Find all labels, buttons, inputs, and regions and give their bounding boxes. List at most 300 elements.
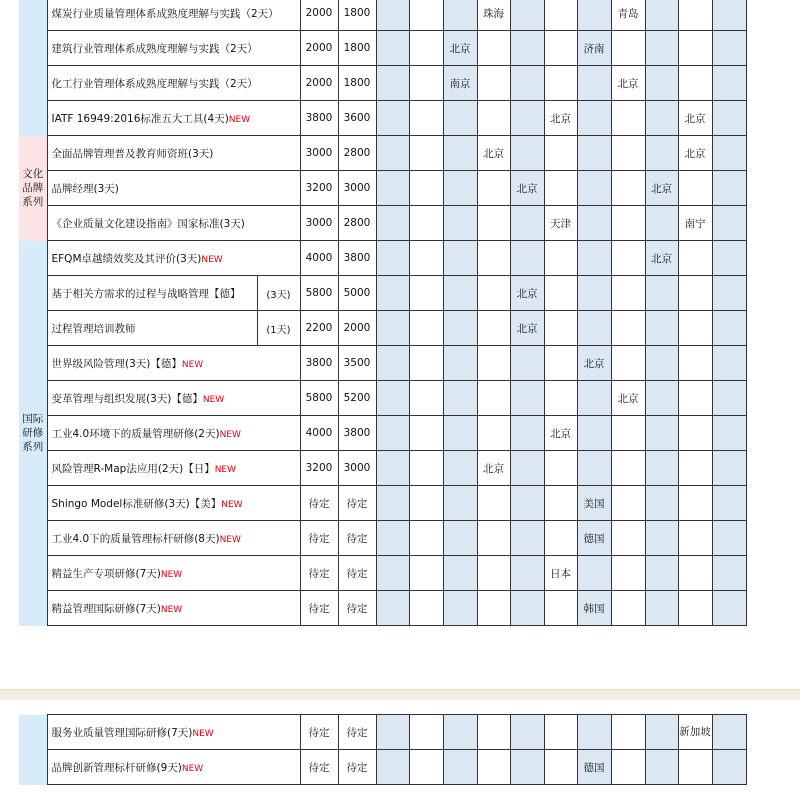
month-cell — [510, 101, 544, 136]
month-cell — [409, 311, 443, 346]
month-cell: 新加坡 — [678, 715, 712, 750]
month-cell — [611, 311, 645, 346]
month-cell — [443, 171, 477, 206]
month-cell — [678, 451, 712, 486]
course-name — [47, 206, 300, 241]
month-cell — [409, 206, 443, 241]
table-row — [19, 0, 746, 31]
course-name-text: 煤炭行业质量管理体系成熟度理解与实践（2天） — [51, 7, 279, 20]
price-standard: 3200 — [300, 171, 338, 206]
course-name-text: 基于相关方需求的过程与战略管理【德】 — [51, 287, 241, 300]
month-cell — [678, 416, 712, 451]
table-row — [19, 206, 746, 241]
month-cell — [510, 241, 544, 276]
price-standard: 2200 — [300, 311, 338, 346]
new-badge: NEW — [192, 728, 214, 739]
month-cell — [376, 276, 409, 311]
price-member: 3600 — [338, 101, 376, 136]
month-cell — [712, 66, 746, 101]
price-member: 3800 — [338, 241, 376, 276]
month-cell — [376, 66, 409, 101]
course-name-text: IATF 16949:2016标准五大工具(4天) — [51, 112, 229, 125]
price-member: 3800 — [338, 416, 376, 451]
table-row — [19, 66, 746, 101]
price-member: 2800 — [338, 136, 376, 171]
month-cell — [577, 451, 611, 486]
month-cell — [645, 451, 678, 486]
month-cell: 德国 — [577, 750, 611, 785]
month-cell — [611, 750, 645, 785]
month-cell — [712, 521, 746, 556]
month-cell — [645, 346, 678, 381]
course-name-text: 变革管理与组织发展(3天)【德】 — [51, 392, 203, 405]
month-cell — [409, 66, 443, 101]
month-cell — [712, 556, 746, 591]
month-cell — [645, 521, 678, 556]
month-cell — [477, 311, 510, 346]
month-cell — [544, 591, 577, 626]
month-cell — [510, 66, 544, 101]
table-row — [19, 171, 746, 206]
price-standard: 待定 — [300, 556, 338, 591]
table-row — [19, 101, 746, 136]
month-cell — [712, 715, 746, 750]
course-name-text: 风险管理R-Map法应用(2天)【日】 — [51, 462, 215, 475]
month-cell — [510, 31, 544, 66]
month-cell — [577, 381, 611, 416]
price-standard: 待定 — [300, 486, 338, 521]
month-cell — [577, 276, 611, 311]
course-name-text: 精益生产专项研修(7天) — [51, 567, 161, 580]
month-cell — [611, 136, 645, 171]
month-cell — [443, 521, 477, 556]
course-name — [47, 521, 300, 556]
course-name-text: 《企业质量文化建设指南》国家标准(3天) — [51, 217, 245, 230]
course-name — [47, 311, 257, 346]
month-cell — [443, 206, 477, 241]
month-cell — [376, 206, 409, 241]
course-name-text: 建筑行业管理体系成熟度理解与实践（2天） — [51, 42, 258, 55]
month-cell — [376, 136, 409, 171]
course-schedule-table — [19, 0, 747, 626]
month-cell — [611, 276, 645, 311]
month-cell — [712, 276, 746, 311]
price-standard: 5800 — [300, 276, 338, 311]
month-cell — [477, 715, 510, 750]
month-cell — [376, 31, 409, 66]
category-label — [19, 715, 47, 785]
month-cell — [678, 276, 712, 311]
month-cell — [409, 750, 443, 785]
month-cell: 北京 — [544, 416, 577, 451]
course-name-text: Shingo Model标准研修(3天)【美】 — [51, 497, 222, 510]
table-row — [19, 276, 746, 311]
month-cell: 北京 — [678, 136, 712, 171]
month-cell — [544, 715, 577, 750]
month-cell — [577, 206, 611, 241]
month-cell — [443, 311, 477, 346]
month-cell — [645, 0, 678, 31]
course-name — [47, 486, 300, 521]
table-row — [19, 311, 746, 346]
new-badge: NEW — [181, 359, 204, 370]
month-cell — [544, 136, 577, 171]
month-cell — [477, 591, 510, 626]
month-cell — [577, 0, 611, 31]
month-cell — [712, 171, 746, 206]
month-cell — [611, 715, 645, 750]
month-cell — [510, 486, 544, 521]
month-cell — [510, 591, 544, 626]
month-cell — [376, 591, 409, 626]
month-cell — [611, 346, 645, 381]
month-cell — [376, 416, 409, 451]
price-member: 待定 — [338, 556, 376, 591]
month-cell: 南京 — [443, 66, 477, 101]
month-cell — [409, 521, 443, 556]
month-cell — [544, 0, 577, 31]
month-cell: 天津 — [544, 206, 577, 241]
month-cell — [645, 556, 678, 591]
month-cell — [544, 171, 577, 206]
spacer — [0, 700, 800, 714]
month-cell — [712, 241, 746, 276]
course-name-text: 工业4.0环境下的质量管理研修(2天) — [51, 427, 220, 440]
month-cell — [376, 346, 409, 381]
new-badge: NEW — [160, 604, 183, 615]
course-duration: (3天) — [257, 276, 300, 311]
month-cell — [510, 521, 544, 556]
month-cell: 北京 — [510, 311, 544, 346]
month-cell — [443, 750, 477, 785]
month-cell — [477, 750, 510, 785]
course-name-text: EFQM卓越绩效奖及其评价(3天) — [51, 252, 202, 265]
course-name — [47, 416, 300, 451]
price-member: 1800 — [338, 31, 376, 66]
month-cell — [712, 750, 746, 785]
month-cell — [611, 486, 645, 521]
month-cell — [409, 381, 443, 416]
course-name — [47, 171, 300, 206]
month-cell — [712, 31, 746, 66]
course-name — [47, 381, 300, 416]
course-name-text: 过程管理培训教师 — [51, 322, 136, 335]
course-name — [47, 241, 300, 276]
month-cell — [611, 241, 645, 276]
month-cell — [376, 556, 409, 591]
price-standard: 2000 — [300, 66, 338, 101]
month-cell — [678, 241, 712, 276]
month-cell — [409, 31, 443, 66]
month-cell — [443, 241, 477, 276]
month-cell — [712, 346, 746, 381]
month-cell — [443, 591, 477, 626]
month-cell — [409, 416, 443, 451]
price-standard: 3800 — [300, 101, 338, 136]
table-row — [19, 591, 746, 626]
month-cell — [443, 556, 477, 591]
price-member: 5000 — [338, 276, 376, 311]
price-standard: 4000 — [300, 416, 338, 451]
month-cell: 韩国 — [577, 591, 611, 626]
month-cell — [409, 451, 443, 486]
price-member: 3000 — [338, 171, 376, 206]
month-cell — [645, 416, 678, 451]
month-cell — [443, 346, 477, 381]
month-cell — [678, 591, 712, 626]
price-member: 2800 — [338, 206, 376, 241]
month-cell — [678, 171, 712, 206]
month-cell — [611, 591, 645, 626]
month-cell — [409, 486, 443, 521]
month-cell — [409, 346, 443, 381]
month-cell — [577, 416, 611, 451]
course-name — [47, 451, 300, 486]
month-cell — [544, 346, 577, 381]
month-cell — [611, 451, 645, 486]
month-cell — [678, 556, 712, 591]
month-cell — [510, 556, 544, 591]
month-cell — [409, 241, 443, 276]
category-label — [19, 241, 47, 626]
month-cell: 北京 — [645, 241, 678, 276]
price-member: 待定 — [338, 521, 376, 556]
month-cell: 北京 — [510, 171, 544, 206]
month-cell — [577, 171, 611, 206]
month-cell — [645, 276, 678, 311]
table-row — [19, 486, 746, 521]
category-text: 国际研修系列 — [22, 413, 44, 453]
month-cell — [544, 66, 577, 101]
month-cell — [645, 591, 678, 626]
category-label — [19, 0, 47, 136]
month-cell — [611, 171, 645, 206]
price-member: 3000 — [338, 451, 376, 486]
month-cell — [712, 0, 746, 31]
month-cell — [577, 715, 611, 750]
month-cell: 德国 — [577, 521, 611, 556]
month-cell: 北京 — [443, 31, 477, 66]
table-row — [19, 346, 746, 381]
month-cell — [678, 311, 712, 346]
month-cell — [712, 416, 746, 451]
price-standard: 5800 — [300, 381, 338, 416]
month-cell — [477, 486, 510, 521]
new-badge: NEW — [219, 534, 241, 545]
month-cell — [510, 381, 544, 416]
month-cell — [611, 416, 645, 451]
table-row — [19, 451, 746, 486]
month-cell — [611, 101, 645, 136]
price-member: 待定 — [338, 486, 376, 521]
month-cell — [409, 171, 443, 206]
month-cell — [376, 171, 409, 206]
month-cell — [645, 31, 678, 66]
month-cell — [712, 101, 746, 136]
course-name — [47, 750, 300, 785]
price-member: 待定 — [338, 750, 376, 785]
month-cell — [477, 276, 510, 311]
month-cell — [712, 206, 746, 241]
price-standard: 待定 — [300, 750, 338, 785]
course-name — [47, 346, 300, 381]
category-label — [19, 136, 47, 241]
month-cell — [678, 66, 712, 101]
month-cell — [510, 451, 544, 486]
price-standard: 4000 — [300, 241, 338, 276]
price-standard: 3800 — [300, 346, 338, 381]
month-cell — [477, 381, 510, 416]
table-row — [19, 381, 746, 416]
month-cell: 日本 — [544, 556, 577, 591]
month-cell — [376, 486, 409, 521]
month-cell — [477, 556, 510, 591]
month-cell — [477, 241, 510, 276]
price-member: 待定 — [338, 591, 376, 626]
month-cell — [544, 311, 577, 346]
month-cell — [477, 416, 510, 451]
price-member: 待定 — [338, 715, 376, 750]
table-row — [19, 521, 746, 556]
month-cell — [443, 136, 477, 171]
month-cell — [376, 381, 409, 416]
month-cell — [510, 0, 544, 31]
month-cell — [376, 101, 409, 136]
month-cell: 北京 — [645, 171, 678, 206]
month-cell — [712, 311, 746, 346]
month-cell: 北京 — [611, 66, 645, 101]
month-cell — [678, 750, 712, 785]
month-cell: 北京 — [678, 101, 712, 136]
price-standard: 待定 — [300, 591, 338, 626]
price-member: 1800 — [338, 0, 376, 31]
month-cell — [477, 31, 510, 66]
month-cell — [678, 381, 712, 416]
month-cell — [678, 31, 712, 66]
price-standard: 待定 — [300, 521, 338, 556]
month-cell: 北京 — [477, 136, 510, 171]
spacer — [0, 658, 800, 689]
new-badge: NEW — [181, 763, 204, 774]
month-cell — [544, 381, 577, 416]
price-member: 1800 — [338, 66, 376, 101]
month-cell — [712, 136, 746, 171]
price-standard: 2000 — [300, 0, 338, 31]
category-text: 文化品牌系列 — [22, 168, 44, 208]
new-badge: NEW — [201, 254, 223, 265]
table-row — [19, 750, 746, 785]
course-name-text: 世界级风险管理(3天)【德】 — [51, 357, 182, 370]
month-cell — [409, 0, 443, 31]
course-name — [47, 101, 300, 136]
course-name — [47, 31, 300, 66]
month-cell — [678, 0, 712, 31]
month-cell — [645, 101, 678, 136]
month-cell — [577, 311, 611, 346]
month-cell — [645, 715, 678, 750]
course-name — [47, 591, 300, 626]
month-cell — [443, 715, 477, 750]
month-cell — [443, 486, 477, 521]
month-cell — [477, 521, 510, 556]
month-cell — [611, 206, 645, 241]
course-name — [47, 66, 300, 101]
month-cell — [409, 591, 443, 626]
month-cell: 青岛 — [611, 0, 645, 31]
course-name-text: 全面品牌管理普及教育师资班(3天) — [51, 147, 214, 160]
month-cell: 珠海 — [477, 0, 510, 31]
course-name-text: 品牌创新管理标杆研修(9天) — [51, 761, 182, 774]
month-cell — [611, 521, 645, 556]
month-cell: 北京 — [544, 101, 577, 136]
month-cell — [678, 486, 712, 521]
month-cell — [577, 101, 611, 136]
month-cell — [443, 0, 477, 31]
course-name — [47, 136, 300, 171]
price-member: 3500 — [338, 346, 376, 381]
month-cell — [645, 750, 678, 785]
month-cell: 美国 — [577, 486, 611, 521]
table-row — [19, 136, 746, 171]
month-cell — [409, 715, 443, 750]
course-schedule-table-continued — [19, 714, 747, 785]
price-member: 5200 — [338, 381, 376, 416]
month-cell — [510, 715, 544, 750]
table-row — [19, 416, 746, 451]
price-standard: 3000 — [300, 136, 338, 171]
month-cell — [544, 276, 577, 311]
month-cell — [409, 556, 443, 591]
month-cell — [443, 416, 477, 451]
month-cell — [510, 416, 544, 451]
price-standard: 3000 — [300, 206, 338, 241]
course-name-text: 服务业质量管理国际研修(7天) — [51, 726, 193, 739]
month-cell — [712, 486, 746, 521]
month-cell — [645, 206, 678, 241]
month-cell — [510, 206, 544, 241]
new-badge: NEW — [221, 499, 243, 510]
month-cell — [376, 311, 409, 346]
month-cell — [577, 241, 611, 276]
price-standard: 2000 — [300, 31, 338, 66]
month-cell: 北京 — [510, 276, 544, 311]
new-badge: NEW — [160, 569, 183, 580]
month-cell — [376, 0, 409, 31]
course-name-text: 品牌经理(3天) — [51, 182, 119, 195]
course-name-text: 化工行业管理体系成熟度理解与实践（2天） — [51, 77, 258, 90]
month-cell — [645, 486, 678, 521]
month-cell: 北京 — [477, 451, 510, 486]
course-name-text: 工业4.0下的质量管理标杆研修(8天) — [51, 532, 220, 545]
course-name — [47, 276, 257, 311]
price-member: 2000 — [338, 311, 376, 346]
month-cell — [544, 451, 577, 486]
month-cell — [477, 206, 510, 241]
month-cell — [645, 381, 678, 416]
month-cell — [477, 101, 510, 136]
month-cell — [577, 66, 611, 101]
month-cell — [376, 521, 409, 556]
new-badge: NEW — [214, 464, 237, 475]
month-cell — [510, 346, 544, 381]
month-cell — [611, 31, 645, 66]
month-cell — [645, 136, 678, 171]
month-cell — [443, 276, 477, 311]
month-cell — [510, 750, 544, 785]
month-cell — [544, 750, 577, 785]
table-row — [19, 715, 746, 750]
month-cell — [409, 101, 443, 136]
